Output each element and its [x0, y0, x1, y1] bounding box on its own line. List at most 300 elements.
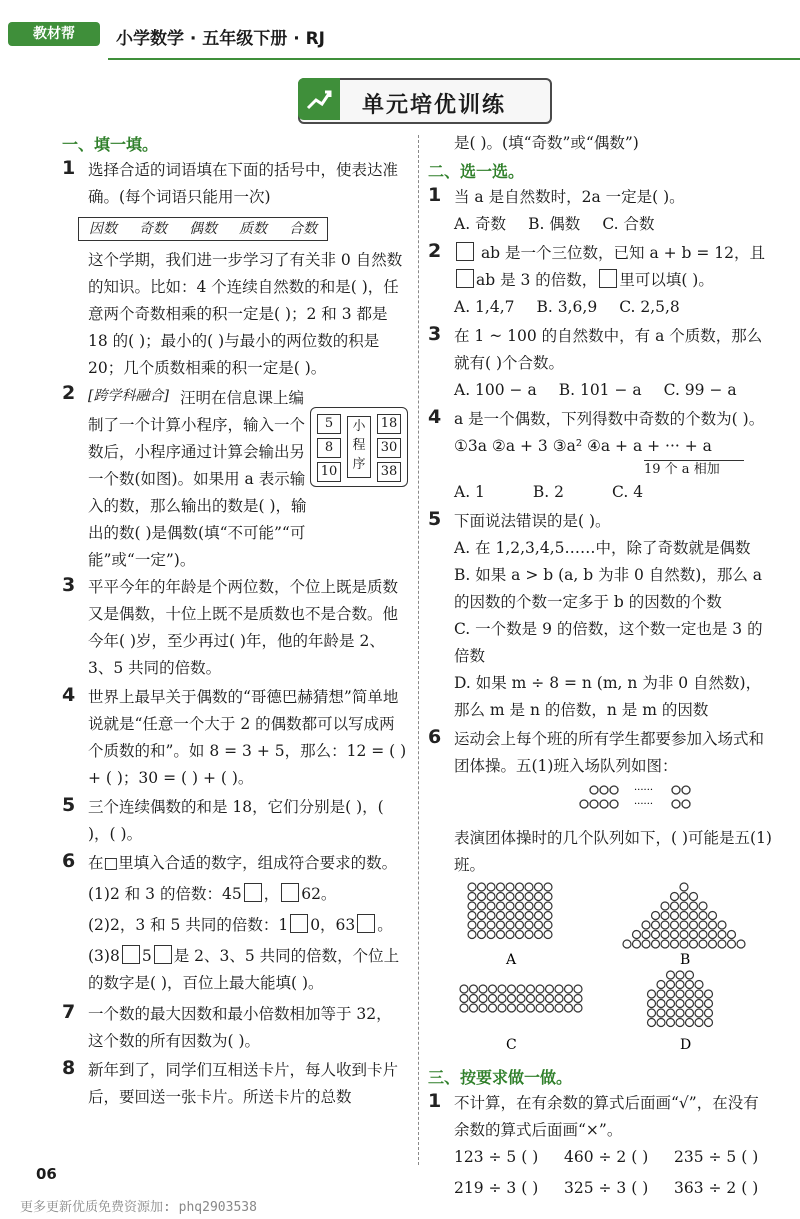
formation-dot [705, 990, 713, 998]
formation-dot [661, 902, 669, 910]
formation-dot [497, 902, 505, 910]
formation-dot [487, 902, 495, 910]
question-body: 这个学期，我们进一步学习了有关非 0 自然数的知识。比如：4 个连续自然数的和是( )，任意两个奇数相乘的积一定是( )；2 和 3 都是 18 的( )；最小的( )与最小的两位数的积是 20；几个质数相乘的积一定是( )。 [88, 251, 403, 377]
formation-dot [699, 912, 707, 920]
formation-dot [516, 902, 524, 910]
formation-dot [506, 912, 514, 920]
formation-dot [535, 921, 543, 929]
calc-item[interactable]: 363 ÷ 2 ( ) [674, 1179, 759, 1197]
digit-box[interactable] [290, 914, 308, 933]
formation-dot [680, 940, 688, 948]
sub-question-2 [88, 912, 407, 939]
question-stem: 在□里填入合适的数字，组成符合要求的数。 [88, 854, 398, 872]
question-body: 三个连续偶数的和是 18，它们分别是( )，( )，( )。 [88, 798, 384, 843]
option-c[interactable]: C. 2,5,8 [619, 298, 680, 316]
question-number: 2 [428, 240, 442, 262]
svg-text:······: ······ [634, 785, 654, 796]
formation-dot [709, 921, 717, 929]
svg-text:······: ······ [634, 799, 654, 810]
question-body: 运动会上每个班的所有学生都要参加入场式和团体操。五(1)班入场队列如图： [454, 730, 765, 775]
question-number: 6 [428, 726, 442, 748]
formation-dot [574, 985, 582, 993]
formation-dot [633, 931, 641, 939]
formation-dot [517, 1004, 525, 1012]
formation-dot [487, 921, 495, 929]
formation-dot [544, 912, 552, 920]
digit-box[interactable] [154, 945, 172, 964]
formation-dot [516, 912, 524, 920]
formation-dot [657, 981, 665, 989]
digit-box[interactable] [599, 269, 617, 288]
formation-dot [705, 1009, 713, 1017]
formation-dot [652, 940, 660, 948]
formation-dot [690, 931, 698, 939]
formation-dot [709, 912, 717, 920]
text: (2)2，3 和 5 共同的倍数：1 [88, 916, 289, 934]
page-number: 06 [36, 1165, 57, 1183]
question-number: 5 [62, 794, 76, 816]
source-note: 更多更新优质免费资源加: phq2903538 [20, 1200, 257, 1215]
formation-dot [680, 921, 688, 929]
column-divider [418, 135, 419, 1165]
digit-box[interactable] [357, 914, 375, 933]
option-b[interactable]: B. 2 [532, 483, 565, 501]
option-a[interactable]: A. 1 [454, 483, 485, 501]
word-item: 偶数 [189, 221, 217, 237]
question-line [454, 240, 773, 267]
formation-dot [690, 893, 698, 901]
formation-dot [544, 883, 552, 891]
formation-dot [487, 883, 495, 891]
option-b[interactable]: B. 如果 a > b (a, b 为非 0 自然数)，那么 a 的因数的个数一定多于 b 的因数的个数 [454, 566, 763, 611]
formation-dot [680, 912, 688, 920]
formation-dot [680, 931, 688, 939]
question-stem: 选择合适的词语填在下面的括号中，使表达准确。(每个词语只能用一次) [88, 161, 399, 206]
question-number: 4 [428, 406, 442, 428]
formation-dot [479, 985, 487, 993]
output-box: 38 [377, 462, 401, 482]
formation-dot [468, 883, 476, 891]
formation-dot [661, 921, 669, 929]
formation-dot [527, 1004, 535, 1012]
text: 62。 [301, 885, 337, 903]
book-title: 小学数学 · 五年级下册 · RJ [116, 29, 326, 49]
options [454, 479, 773, 506]
formation-dot [690, 921, 698, 929]
question-8 [62, 1057, 407, 1111]
question-body: 平平今年的年龄是个两位数，个位上既是质数又是偶数，十位上既不是质数也不是合数。他今年( )岁，至少再过( )年，他的年龄是 2、3、5 共同的倍数。 [88, 578, 399, 677]
formation-dot [686, 1000, 694, 1008]
formation-dot [648, 1009, 656, 1017]
formation-dot [478, 883, 486, 891]
formation-dot [657, 990, 665, 998]
formation-dot [544, 931, 552, 939]
formation-dot [544, 902, 552, 910]
program-diagram [310, 407, 408, 487]
chart-line-icon [298, 78, 340, 120]
question-4 [62, 684, 407, 792]
unit-title-box [298, 78, 552, 124]
question-line [454, 267, 773, 294]
formation-dot [642, 940, 650, 948]
left-column [62, 130, 407, 1113]
choice-4 [428, 406, 773, 506]
output-box: 30 [377, 438, 401, 458]
option-label: A [506, 952, 517, 968]
formation-dot [667, 1000, 675, 1008]
output-box: 18 [377, 414, 401, 434]
formation-dot [506, 893, 514, 901]
formation-dot [460, 1004, 468, 1012]
digit-box[interactable] [456, 269, 474, 288]
text: 5 [141, 947, 152, 965]
formation-dot [695, 1019, 703, 1027]
formation-dot [497, 883, 505, 891]
formation-dot [516, 893, 524, 901]
question-2 [62, 382, 318, 410]
formation-dot [478, 931, 486, 939]
question-number: 3 [62, 574, 76, 596]
formation-dot [652, 931, 660, 939]
formation-dot [686, 1009, 694, 1017]
formation-dot [470, 995, 478, 1003]
formation-dot [508, 1004, 516, 1012]
question-body: 当 a 是自然数时，2a 一定是( )。 [454, 188, 685, 206]
question-1 [62, 157, 407, 211]
formation-dot [680, 902, 688, 910]
calc-item[interactable]: 460 ÷ 2 ( ) [564, 1148, 649, 1166]
formation-dot [555, 995, 563, 1003]
formation-dot [652, 921, 660, 929]
formation-dot [487, 893, 495, 901]
formation-dot [508, 985, 516, 993]
formation-dot [479, 1004, 487, 1012]
formation-dot [489, 1004, 497, 1012]
formation-dot [470, 1004, 478, 1012]
formation-dot [671, 921, 679, 929]
brand-tag: 教材帮 [8, 22, 100, 46]
brace-note: 19 个 a 相加 [644, 460, 744, 479]
formation-dot [516, 883, 524, 891]
formation-dot [478, 902, 486, 910]
formation-dot [699, 902, 707, 910]
formation-dot [487, 931, 495, 939]
formation-dot [546, 985, 554, 993]
options [454, 211, 773, 238]
formation-dot [690, 902, 698, 910]
formation-dot [536, 1004, 544, 1012]
formation-dot [487, 912, 495, 920]
formation-dot [565, 1004, 573, 1012]
formation-dot [686, 981, 694, 989]
formation-dot [709, 940, 717, 948]
calc-item[interactable]: 325 ÷ 3 ( ) [564, 1179, 649, 1197]
choice-6 [428, 726, 773, 1063]
question-number: 3 [428, 323, 442, 345]
formation-dot [676, 990, 684, 998]
text: 是 2、3、5 共同的倍数，个位上的数字是( )，百位上最大能填( )。 [88, 947, 400, 992]
formation-dot [498, 995, 506, 1003]
text: ab 是一个三位数，已知 a + b = 12，且 [480, 244, 766, 262]
text: 0，63 [310, 916, 356, 934]
option-a[interactable]: A. 奇数 [454, 215, 507, 233]
question-number: 1 [428, 1090, 442, 1112]
formation-dot [536, 985, 544, 993]
expression-items: ①3a ②a + 3 ③a² ④a + a + ··· + a [454, 437, 712, 455]
option-b[interactable]: B. 101 − a [558, 381, 642, 399]
input-box: 5 [317, 414, 341, 434]
word-item: 因数 [89, 221, 117, 237]
calc-grid [454, 1144, 773, 1202]
question-body: 不计算，在有余数的算式后面画“√”，在没有余数的算式后面画“×”。 [454, 1094, 759, 1139]
formation-dot [536, 995, 544, 1003]
formation-dot [661, 940, 669, 948]
formation-dot [497, 912, 505, 920]
calc-item[interactable]: 235 ÷ 5 ( ) [674, 1148, 759, 1166]
formation-dot [695, 1009, 703, 1017]
question-number: 1 [62, 157, 76, 179]
formation-dot [565, 985, 573, 993]
formation-dot [497, 921, 505, 929]
formation-dot [468, 902, 476, 910]
formation-dot [525, 912, 533, 920]
question-body-2: 表演团体操时的几个队列如下，( )可能是五(1)班。 [454, 829, 772, 874]
formation-dot [718, 940, 726, 948]
formation-dot [544, 921, 552, 929]
formation-dot [671, 893, 679, 901]
text: ， [263, 885, 280, 903]
option-label: B [680, 952, 691, 968]
formation-dot [686, 971, 694, 979]
question-7 [62, 1001, 407, 1055]
formation-dot [671, 912, 679, 920]
formation-options-figure [454, 879, 784, 1054]
formation-dot [546, 1004, 554, 1012]
formation-dot [676, 1009, 684, 1017]
formation-dot [671, 902, 679, 910]
digit-box[interactable] [456, 242, 474, 261]
formation-dot [667, 1009, 675, 1017]
options [454, 294, 773, 321]
formation-dot [705, 1000, 713, 1008]
options [454, 377, 773, 404]
formation-dot [657, 1019, 665, 1027]
formation-dot [648, 1000, 656, 1008]
formation-dot [498, 1004, 506, 1012]
formation-dot [574, 1004, 582, 1012]
question-body: 汪明在信息课上编制了一个计算小程序，输入一个数后，小程序通过计算会输出另一个数(如图)。如果用 a 表示输入的数，那么输出的数是( )，输出的数( )是偶数(填“不可能”“可能”或“一定”)。 [88, 389, 307, 569]
formation-dot [680, 893, 688, 901]
formation-dot [525, 893, 533, 901]
formation-dot [544, 893, 552, 901]
question-3 [62, 574, 407, 682]
program-box: 小程序 [347, 416, 371, 478]
option-d[interactable]: D. 如果 m ÷ 8 = n (m, n 为非 0 自然数)，那么 m 是 n 的倍数，n 是 m 的因数 [454, 674, 762, 719]
header-rule [108, 58, 800, 60]
formation-dot [671, 931, 679, 939]
formation-dot [525, 921, 533, 929]
question-number: 1 [428, 184, 442, 206]
option-c[interactable]: C. 一个数是 9 的倍数，这个数一定也是 3 的倍数 [454, 620, 763, 665]
formation-dot [516, 921, 524, 929]
formation-dot [565, 995, 573, 1003]
entry-formation-figure [454, 780, 774, 816]
question-body-a [62, 385, 308, 574]
question-body: a 是一个偶数，下列得数中奇数的个数为( )。 [454, 410, 765, 428]
calc-item[interactable]: 219 ÷ 3 ( ) [454, 1179, 539, 1197]
formation-dot [709, 931, 717, 939]
input-box: 10 [317, 462, 341, 482]
word-item: 合数 [289, 221, 317, 237]
formation-dot [695, 981, 703, 989]
formation-dot [661, 931, 669, 939]
formation-dot [555, 1004, 563, 1012]
formation-dot [527, 985, 535, 993]
page-header [0, 0, 800, 60]
formation-dot [686, 1019, 694, 1027]
formation-dot [546, 995, 554, 1003]
formation-dot [737, 940, 745, 948]
option-label: D [680, 1037, 692, 1053]
formation-dot [506, 883, 514, 891]
formation-dot [667, 990, 675, 998]
formation-dot [676, 971, 684, 979]
page-title: 单元培优训练 [362, 93, 507, 118]
formation-dot [527, 995, 535, 1003]
text: (3)8 [88, 947, 120, 965]
formation-dot [667, 1019, 675, 1027]
formation-dot [517, 995, 525, 1003]
formation-dot [468, 931, 476, 939]
right-column [428, 130, 773, 1204]
formation-dot [661, 912, 669, 920]
question-number: 5 [428, 508, 442, 530]
sub-question-1 [88, 881, 407, 908]
formation-dot [718, 931, 726, 939]
formation-dot [671, 940, 679, 948]
formation-dot [648, 990, 656, 998]
formation-dot [690, 912, 698, 920]
formation-dot [506, 931, 514, 939]
word-bank [78, 217, 328, 241]
formation-dot [506, 902, 514, 910]
formation-dot [574, 995, 582, 1003]
formation-dot [728, 931, 736, 939]
question-number: 7 [62, 1001, 76, 1023]
formation-dot [676, 1000, 684, 1008]
formation-dot [623, 940, 631, 948]
formation-dot [705, 1019, 713, 1027]
choice-5 [428, 508, 773, 724]
formation-dot [699, 940, 707, 948]
formation-dot [468, 893, 476, 901]
formation-dot [699, 931, 707, 939]
formation-dot [535, 931, 543, 939]
option-b[interactable]: B. 3,6,9 [536, 298, 598, 316]
input-box: 8 [317, 438, 341, 458]
formation-dot [657, 1000, 665, 1008]
formation-dot [498, 985, 506, 993]
digit-box[interactable] [244, 883, 262, 902]
formation-dot [718, 921, 726, 929]
formation-dot [506, 921, 514, 929]
formation-dot [676, 1019, 684, 1027]
formation-dot [648, 1019, 656, 1027]
formation-dot [686, 990, 694, 998]
formation-dot [728, 940, 736, 948]
formation-dot [460, 985, 468, 993]
formation-dot [690, 940, 698, 948]
formation-dot [468, 921, 476, 929]
formation-dot [652, 912, 660, 920]
task-1 [428, 1090, 773, 1202]
formation-dot [695, 990, 703, 998]
question-6 [62, 850, 407, 997]
formation-dot [460, 995, 468, 1003]
digit-box[interactable] [122, 945, 140, 964]
question-body: 新年到了，同学们互相送卡片，每人收到卡片后，要回送一张卡片。所送卡片的总数 [88, 1061, 399, 1106]
formation-dot [525, 902, 533, 910]
formation-dot [525, 931, 533, 939]
formation-dot [642, 921, 650, 929]
formation-dot [497, 893, 505, 901]
formation-dot [667, 981, 675, 989]
subject-tag: [跨学科融合] [88, 388, 169, 404]
question-number: 8 [62, 1057, 76, 1079]
option-a[interactable]: A. 100 − a [454, 381, 537, 399]
formation-dot [555, 985, 563, 993]
option-c[interactable]: C. 4 [612, 483, 644, 501]
question-body: 在 1 ~ 100 的自然数中，有 a 个质数，那么就有( )个合数。 [454, 327, 763, 372]
question-number: 4 [62, 684, 76, 706]
question-number: 6 [62, 850, 76, 872]
formation-dot [508, 995, 516, 1003]
formation-dot [535, 902, 543, 910]
question-body: 下面说法错误的是( )。 [454, 512, 611, 530]
sub-question-3 [88, 943, 407, 997]
text: 里可以填( )。 [619, 271, 714, 289]
formation-dot [478, 921, 486, 929]
option-c[interactable]: C. 99 − a [663, 381, 737, 399]
option-c[interactable]: C. 合数 [602, 215, 655, 233]
section-choose: 二、选一选。 [428, 162, 525, 181]
formation-dot [642, 931, 650, 939]
option-a[interactable]: A. 在 1,2,3,4,5……中，除了奇数就是偶数 [454, 539, 751, 557]
choice-3 [428, 323, 773, 404]
formation-dot [478, 893, 486, 901]
formation-dot [497, 931, 505, 939]
formation-dot [535, 883, 543, 891]
option-b[interactable]: B. 偶数 [528, 215, 581, 233]
formation-dot [525, 883, 533, 891]
calc-item[interactable]: 123 ÷ 5 ( ) [454, 1148, 539, 1166]
question-body: 世界上最早关于偶数的“哥德巴赫猜想”简单地说就是“任意一个大于 2 的偶数都可以写成两个质数的和”。如 8 = 3 + 5，那么：12 = ( ) + ( )；30 = ( ) + ( )。 [88, 688, 407, 787]
formation-dot [517, 985, 525, 993]
formation-dot [657, 1009, 665, 1017]
option-a[interactable]: A. 1,4,7 [454, 298, 515, 316]
formation-dot [479, 995, 487, 1003]
question-5 [62, 794, 407, 848]
word-item: 质数 [239, 221, 267, 237]
formation-dot [478, 912, 486, 920]
formation-dot [667, 971, 675, 979]
formation-dot [516, 931, 524, 939]
formation-dot [489, 995, 497, 1003]
formation-dot [676, 981, 684, 989]
option-label: C [506, 1037, 517, 1053]
question-body: 一个数的最大因数和最小倍数相加等于 32，这个数的所有因数为( )。 [88, 1005, 392, 1050]
digit-box[interactable] [281, 883, 299, 902]
